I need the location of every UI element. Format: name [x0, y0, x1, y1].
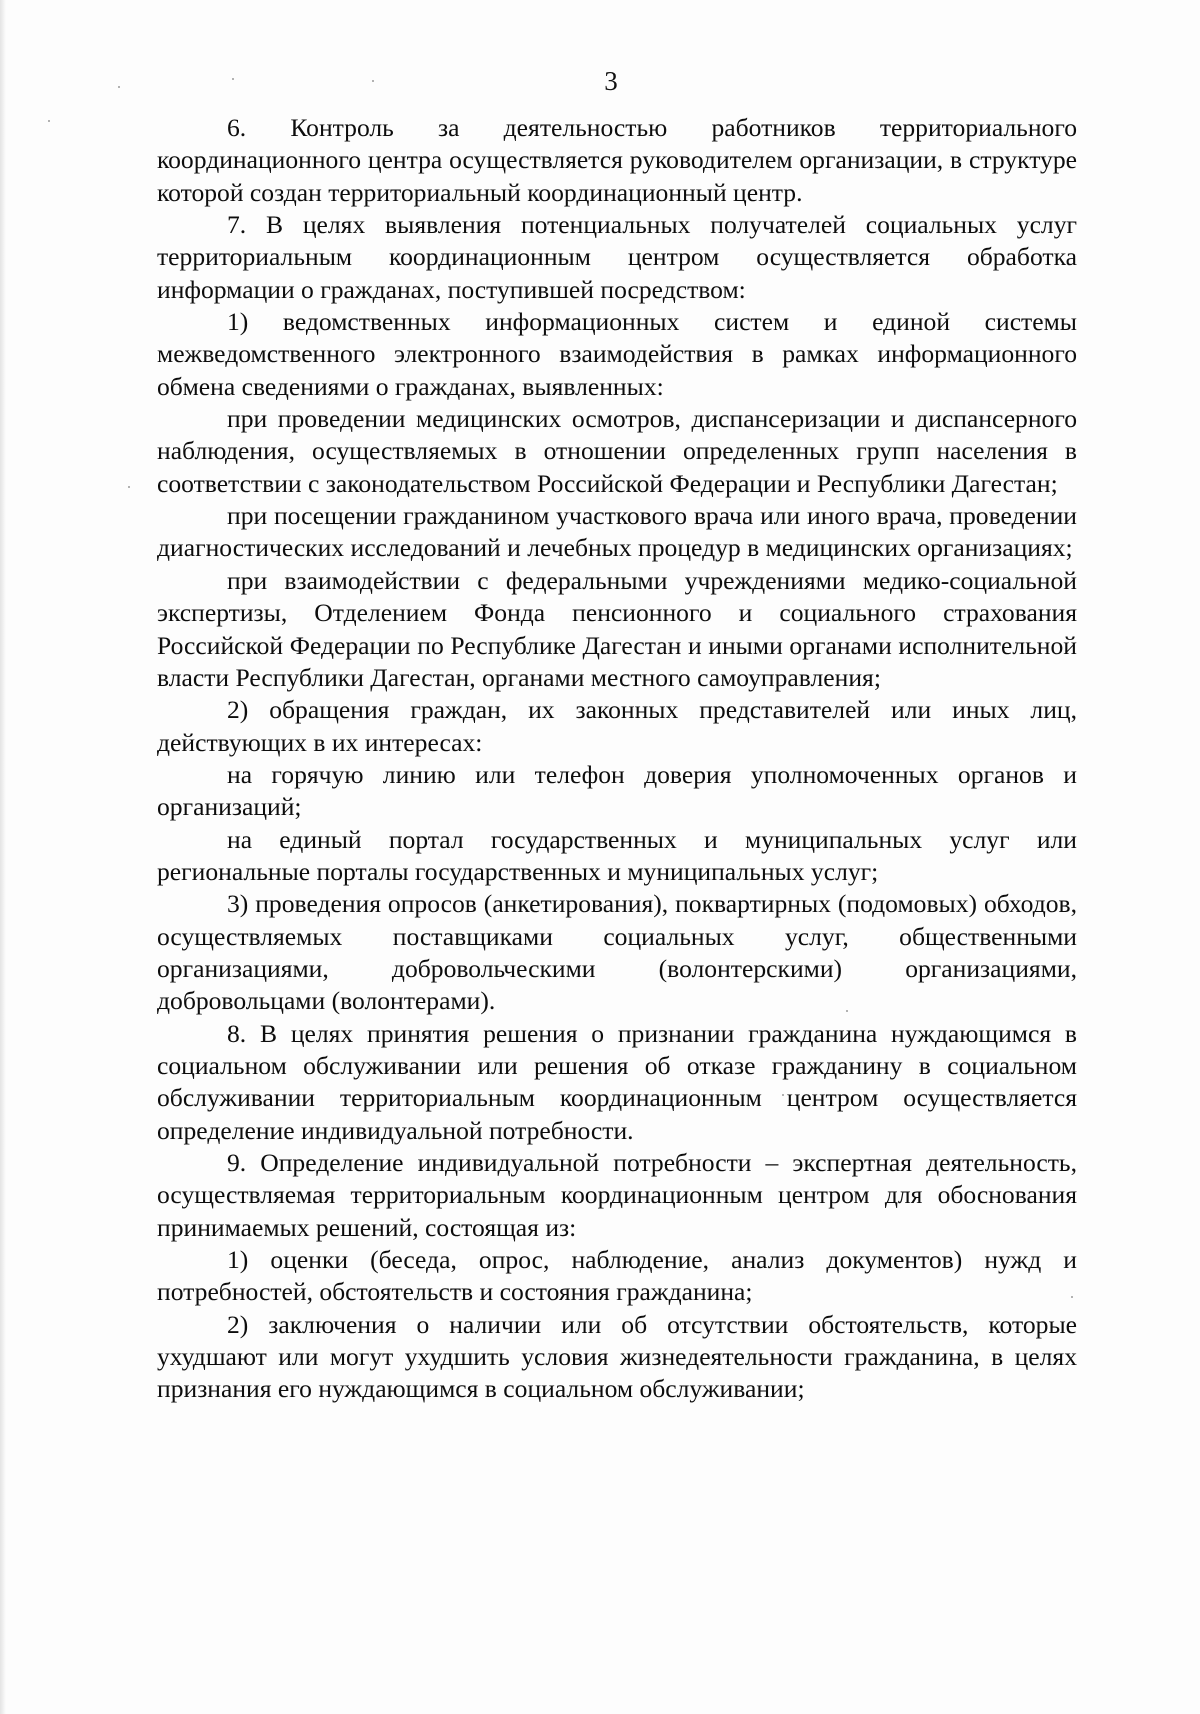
paragraph: при проведении медицинских осмотров, диспансеризации и диспансерного наблюдения, осуществляемых в отношении определенных групп населения в соответствии с законодательством Российской Федерации и Республики Дагестан;	[157, 404, 1077, 498]
paragraph: 2) заключения о наличии или об отсутствии обстоятельств, которые ухудшают или могут ухудшить условия жизнедеятельности гражданина, в целях признания его нуждающимся в социальном обслуживании;	[157, 1309, 1077, 1404]
paragraph: 1) ведомственных информационных систем и единой системы межведомственного электронного взаимодействия в рамках информационного обмена сведениями о гражданах, выявленных:	[157, 307, 1077, 401]
scan-speck	[128, 486, 130, 488]
scan-edge	[0, 0, 6, 1714]
paragraph: при взаимодействии с федеральными учреждениями медико-социальной экспертизы, Отделением Фонда пенсионного и социального страхования Российской Федерации по Республике Дагестан и иными органами исполнительной власти Республики Дагестан, органами местного самоуправления;	[157, 565, 1077, 692]
paragraph: 6. Контроль за деятельностью работников территориального координационного центра осуществляется руководителем организации, в структуре которой создан территориальный координационный центр.	[157, 113, 1077, 207]
document-body	[157, 112, 1077, 1406]
paragraph: 1) оценки (беседа, опрос, наблюдение, анализ документов) нужд и потребностей, обстоятельств и состояния гражданина;	[157, 1245, 1077, 1307]
scan-speck	[48, 120, 50, 122]
paragraph: на единый портал государственных и муниципальных услуг или региональные порталы государственных и муниципальных услуг;	[157, 824, 1077, 886]
paragraph: 3) проведения опросов (анкетирования), поквартирных (подомовых) обходов, осуществляемых поставщиками социальных услуг, общественными организациями, добровольческими (волонтерскими) организациями, добровольцами (волонтерами).	[157, 889, 1077, 1016]
paragraph: 7. В целях выявления потенциальных получателей социальных услуг территориальным координационным центром осуществляется обработка информации о гражданах, поступившей посредством:	[157, 210, 1077, 304]
page-number: 3	[604, 66, 618, 96]
paragraph: 2) обращения граждан, их законных представителей или иных лиц, действующих в их интересах:	[157, 695, 1077, 757]
paragraph: 9. Определение индивидуальной потребности – экспертная деятельность, осуществляемая территориальным координационным центром для обоснования принимаемых решений, состоящая из:	[157, 1148, 1077, 1242]
paragraph: при посещении гражданином участкового врача или иного врача, проведении диагностических исследований и лечебных процедур в медицинских организациях;	[157, 501, 1077, 563]
paragraph: 8. В целях принятия решения о признании гражданина нуждающимся в социальном обслуживании или решения об отказе гражданину в социальном обслуживании территориальным координационным центром осуществляется определение индивидуальной потребности.	[157, 1018, 1077, 1145]
paragraph: на горячую линию или телефон доверия уполномоченных органов и организаций;	[157, 759, 1077, 822]
